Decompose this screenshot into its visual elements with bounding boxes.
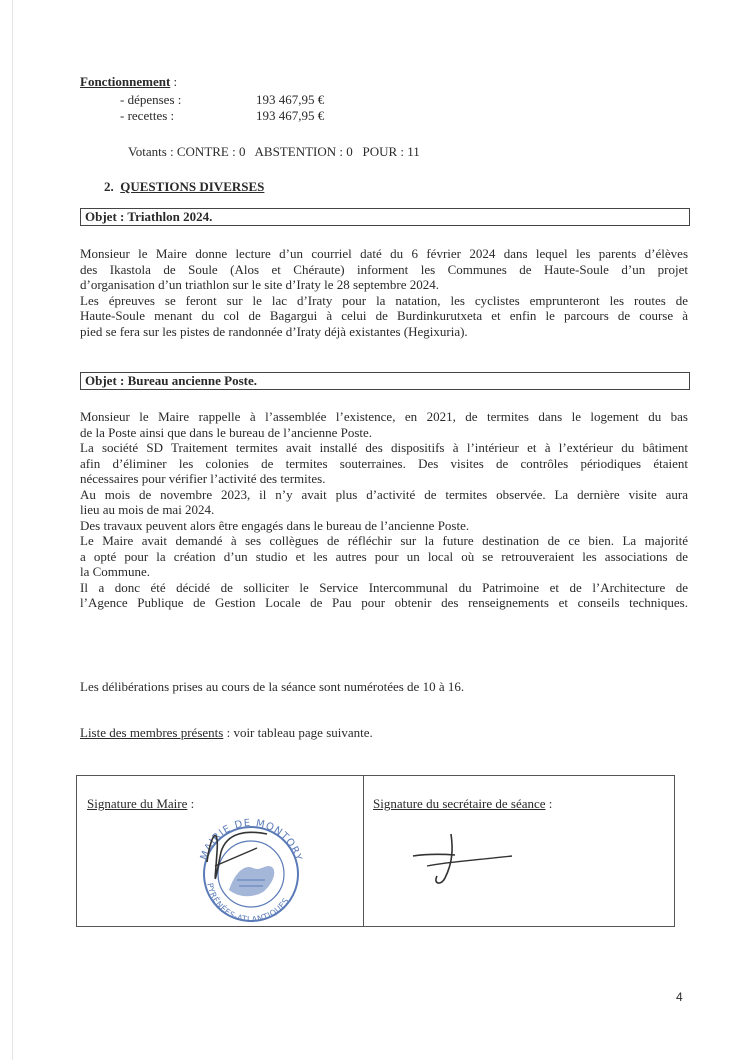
section-number: 2. bbox=[104, 179, 114, 194]
text-line: d’organisation d’un triathlon sur le site d’Iraty le 28 septembre 2024. bbox=[80, 277, 439, 292]
text-line: nécessaires pour vérifier l’activité des termites. bbox=[80, 471, 326, 486]
mayor-signature-colon: : bbox=[187, 796, 195, 811]
mayor-signature-label bbox=[87, 796, 194, 812]
text-line: Il a donc été décidé de solliciter le Service Intercommunal du Patrimoine et de l’Architecture de bbox=[80, 579, 688, 595]
text-line: Monsieur le Maire rappelle à l’assemblée l’existence, en 2021, de termites dans le logement du bas bbox=[80, 409, 688, 424]
text-line: a opté pour la création d’un studio et les autres pour un local où se retrouveraient les associations de bbox=[80, 548, 688, 564]
members-note-rest: : voir tableau page suivante. bbox=[223, 725, 373, 740]
text-line: Des travaux peuvent alors être engagés dans le bureau de l’ancienne Poste. bbox=[80, 517, 470, 533]
members-list-label: Liste des membres présents bbox=[80, 725, 224, 740]
text-line: des Ikastola de Soule (Alos et Chéraute) informent les Communes de Haute-Soule d’un projet bbox=[80, 261, 688, 277]
object-title-box: Objet : Bureau ancienne Poste. bbox=[80, 372, 690, 390]
text-line: la Commune. bbox=[80, 564, 151, 579]
page-number: 4 bbox=[676, 990, 683, 1004]
secretary-signature-label bbox=[373, 796, 552, 812]
finance-heading-line bbox=[80, 74, 177, 89]
text-line: Au mois de novembre 2023, il n’y avait plus d’activité de termites observée. La dernière visite aura bbox=[80, 486, 688, 502]
text-line: Haute-Soule menant du col de Bagargui à celui de Burdinkurutxeta et enfin le parcours de course à bbox=[80, 308, 688, 323]
text-line: Les épreuves se feront sur le lac d’Iraty pour la natation, les cyclistes emprunteront les routes de bbox=[80, 292, 688, 308]
text-line: Le Maire avait demandé à ses collègues de réfléchir sur la future destination de ce bien. La majorité bbox=[80, 533, 688, 548]
poste-paragraph bbox=[80, 409, 688, 611]
finance-heading-colon: : bbox=[170, 74, 178, 89]
text-line: Monsieur le Maire donne lecture d’un courriel daté du 6 février 2024 dans lequel les parents d’élèves bbox=[80, 246, 688, 261]
text-line: pied se fera sur les pistes de randonnée d’Iraty déjà existantes (Hegixuria). bbox=[80, 323, 468, 339]
text-line: afin d’éliminer les colonies de termites souterraines. Des visites de contrôles périodiques étaient bbox=[80, 455, 688, 471]
vote-results: Votants : CONTRE : 0 ABSTENTION : 0 POUR : 11 bbox=[128, 144, 420, 159]
section-title: QUESTIONS DIVERSES bbox=[120, 179, 265, 194]
text-line: de la Poste ainsi que dans le bureau de l’ancienne Poste. bbox=[80, 424, 373, 440]
text-line: lieu au mois de mai 2024. bbox=[80, 502, 215, 517]
expenses-label: - dépenses : bbox=[120, 92, 182, 107]
text-line: l’Agence Publique de Gestion Locale de Pau pour obtenir des renseignements et conseils techniques. bbox=[80, 595, 688, 610]
expenses-value: 193 467,95 € bbox=[256, 92, 325, 107]
section-heading bbox=[104, 179, 264, 194]
revenues-value: 193 467,95 € bbox=[256, 108, 325, 123]
members-note bbox=[80, 725, 373, 740]
secretary-signature-title: Signature du secrétaire de séance bbox=[373, 796, 546, 811]
deliberations-note: Les délibérations prises au cours de la séance sont numérotées de 10 à 16. bbox=[80, 679, 465, 694]
svg-text:MAIRIE DE MONTORY: MAIRIE DE MONTORY bbox=[198, 817, 304, 863]
svg-text:PYRÉNÉES-ATLANTIQUES: PYRÉNÉES-ATLANTIQUES bbox=[205, 882, 291, 924]
signature-divider bbox=[363, 776, 364, 926]
mayor-signature-title: Signature du Maire bbox=[87, 796, 188, 811]
object-title-box: Objet : Triathlon 2024. bbox=[80, 208, 690, 226]
revenues-label: - recettes : bbox=[120, 108, 175, 123]
triathlon-paragraph bbox=[80, 246, 688, 339]
finance-heading: Fonctionnement bbox=[80, 74, 171, 89]
text-line: La société SD Traitement termites avait installé des dispositifs à l’intérieur et à l’extérieur du bâtiment bbox=[80, 440, 688, 455]
signature-table bbox=[76, 775, 675, 927]
secretary-signature-icon bbox=[407, 826, 527, 896]
mairie-stamp-icon bbox=[187, 812, 317, 924]
secretary-signature-colon: : bbox=[545, 796, 553, 811]
page-edge bbox=[12, 0, 13, 1060]
